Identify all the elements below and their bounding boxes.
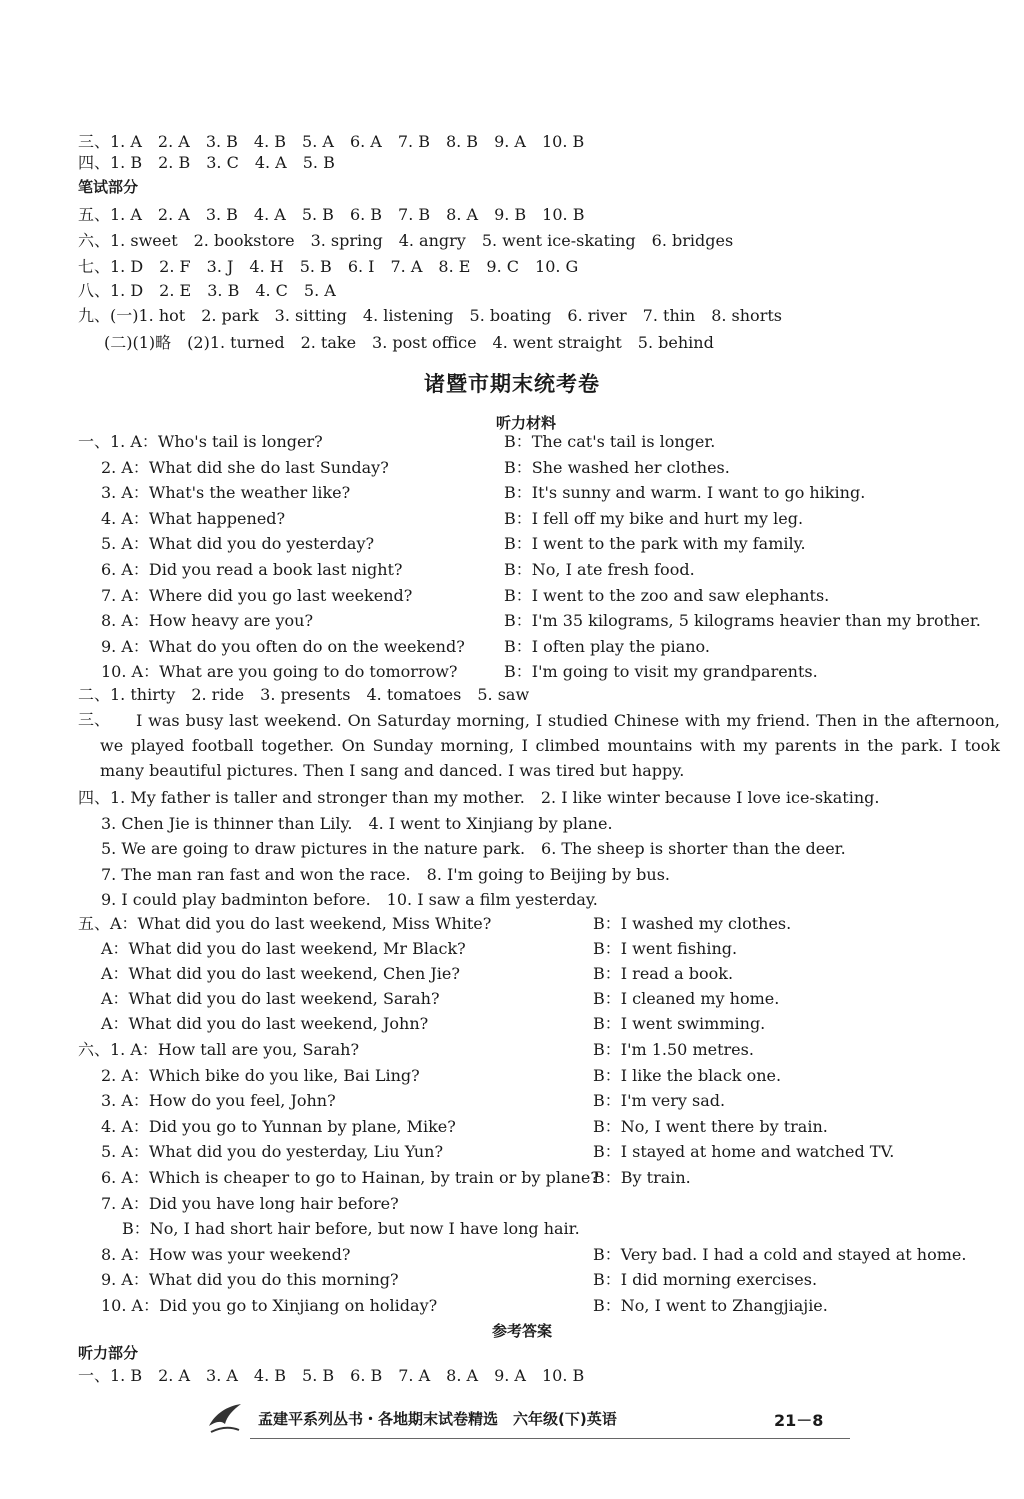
sec6-question: 8. A：How was your weekend? [101,1244,351,1264]
sec1-response: B：I'm 35 kilograms, 5 kilograms heavier than my brother. [504,611,981,631]
sec6-question: 3. A：How do you feel, John? [101,1091,336,1111]
sec5-question: A：What did you do last weekend, Mr Black? [101,939,466,958]
sec1-question: 9. A：What do you often do on the weekend? [101,636,465,656]
sec1-response: B：It's sunny and warm. I want to go hiking. [504,483,866,503]
sec6-question: 4. A：Did you go to Yunnan by plane, Mike? [101,1116,456,1136]
sec6-response: B：I stayed at home and watched TV. [593,1142,895,1162]
sec6-response: B：I'm 1.50 metres. [593,1040,754,1059]
footer-series-title: 孟建平系列丛书・各地期末试卷精选 六年级(下)英语 [258,1410,617,1428]
sec1-question: 6. A：Did you read a book last night? [101,560,403,579]
answer-line-jiu-2: (二)(1)略 (2)1. turned 2. take 3. post office 4. went straight 5. behind [104,333,714,352]
sec6-question: 2. A：Which bike do you like, Bai Ling? [101,1065,420,1085]
section-4-line: 7. The man ran fast and won the race. 8. I'm going to Beijing by bus. [101,864,670,884]
sec1-response: B：I went to the park with my family. [504,534,806,554]
sec5-question: A：What did you do last weekend, Chen Jie? [101,964,460,983]
sec1-response: B：I went to the zoo and saw elephants. [504,585,830,605]
section-4-line: 9. I could play badminton before. 10. I saw a film yesterday. [101,890,598,909]
sec1-question: 5. A：What did you do yesterday? [101,534,375,554]
sec6-response: B：I like the black one. [593,1065,782,1085]
sec6-response: B：No, I went to Zhangjiajie. [593,1296,828,1315]
section-3-passage: I was busy last weekend. On Saturday morning, I studied Chinese with my friend. Then in the afternoon, we played football together. On Sunday morning, I climbed mountains with my parents in the park. I took many beautiful pictures. Then I sang and danced. I was tired but happy. [100,711,1000,780]
bottom-answers-line: 一、1. B 2. A 3. A 4. B 5. B 6. B 7. A 8. A 9. A 10. B [78,1366,585,1385]
sec5-response: B：I read a book. [593,964,734,983]
sec6-question: 5. A：What did you do yesterday, Liu Yun? [101,1142,444,1162]
answer-line-ba: 八、1. D 2. E 3. B 4. C 5. A [78,281,336,300]
section-2-answers: 二、1. thirty 2. ride 3. presents 4. tomatoes 5. saw [78,685,530,704]
sec1-response: B：I often play the piano. [504,636,710,656]
sec1-question: 8. A：How heavy are you? [101,611,314,631]
answer-line-liu: 六、1. sweet 2. bookstore 3. spring 4. angry 5. went ice-skating 6. bridges [78,231,734,250]
sec5-question: A：What did you do last weekend, Sarah? [101,989,440,1008]
written-part-label: 笔试部分 [78,178,139,196]
answer-line-qi: 七、1. D 2. F 3. J 4. H 5. B 6. I 7. A 8. E 9. C 10. G [78,257,579,276]
sec5-response: B：I went swimming. [593,1014,766,1033]
sec6-question: 6. A：Which is cheaper to go to Hainan, by train or by plane? [101,1168,599,1187]
sec6-response: B：I did morning exercises. [593,1270,818,1290]
sec6-response: B：By train. [593,1168,691,1187]
section-4-line: 四、1. My father is taller and stronger than my mother. 2. I like winter because I love ice-skating. [78,788,880,807]
listening-part-label: 听力部分 [78,1344,139,1362]
sec6-response: B：No, I went there by train. [593,1116,828,1136]
sec6-response: B：I'm very sad. [593,1091,726,1111]
section-4-line: 5. We are going to draw pictures in the nature park. 6. The sheep is shorter than the deer. [101,839,846,858]
sec5-question: 五、A：What did you do last weekend, Miss White? [78,914,492,933]
sec5-question: A：What did you do last weekend, John? [101,1014,429,1033]
sec1-question: 7. A：Where did you go last weekend? [101,585,413,605]
sec1-question: 3. A：What's the weather like? [101,483,351,503]
bird-logo-icon [205,1396,245,1438]
answer-line-si: 四、1. B 2. B 3. C 4. A 5. B [78,153,335,172]
sec5-response: B：I cleaned my home. [593,989,780,1008]
sec5-response: B：I went fishing. [593,939,738,958]
exam-title: 诸暨市期末统考卷 [424,372,600,396]
sec1-response: B：I fell off my bike and hurt my leg. [504,508,804,528]
answer-line-wu: 五、1. A 2. A 3. B 4. A 5. B 6. B 7. B 8. A 9. B 10. B [78,205,585,224]
sec1-question: 10. A：What are you going to do tomorrow? [101,662,458,682]
sec1-question: 2. A：What did she do last Sunday? [101,457,389,477]
sec6-question: 10. A：Did you go to Xinjiang on holiday? [101,1296,438,1315]
sec1-question: 4. A：What happened? [101,508,286,528]
footer-rule [250,1438,850,1439]
sec1-response: B：No, I ate fresh food. [504,560,695,579]
sec5-response: B：I washed my clothes. [593,914,792,933]
answer-line-san: 三、1. A 2. A 3. B 4. B 5. A 6. A 7. B 8. B 9. A 10. B [78,132,585,151]
sec6-question: B：No, I had short hair before, but now I have long hair. [122,1219,580,1239]
sec1-response: B：The cat's tail is longer. [504,432,716,451]
reference-answers-heading: 参考答案 [492,1322,553,1340]
page-number: 21－8 [774,1411,824,1430]
sec6-question: 7. A：Did you have long hair before? [101,1193,399,1213]
sec1-question: 一、1. A：Who's tail is longer? [78,432,323,451]
sec1-response: B：She washed her clothes. [504,457,730,477]
section-4-line: 3. Chen Jie is thinner than Lily. 4. I went to Xinjiang by plane. [101,813,613,833]
sec6-response: B：Very bad. I had a cold and stayed at home. [593,1244,967,1264]
sec6-question: 9. A：What did you do this morning? [101,1270,399,1290]
sec1-response: B：I'm going to visit my grandparents. [504,662,818,682]
sec6-question: 六、1. A：How tall are you, Sarah? [78,1040,360,1059]
answer-line-jiu-1: 九、(一)1. hot 2. park 3. sitting 4. listening 5. boating 6. river 7. thin 8. shorts [78,306,782,325]
section-3-label: 三、 [78,710,111,729]
listening-material-heading: 听力材料 [496,414,557,432]
